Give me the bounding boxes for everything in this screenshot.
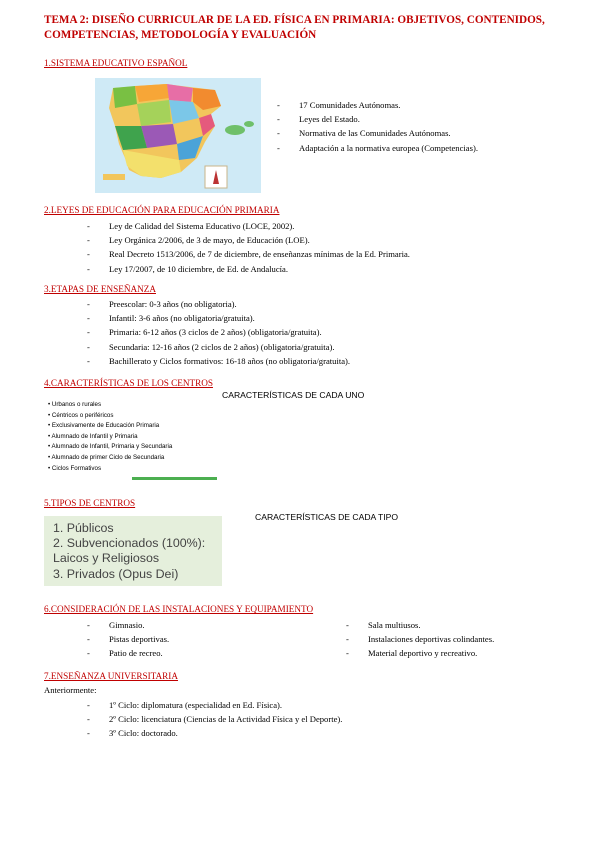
center-type-line: 3. Privados (Opus Dei)	[53, 566, 179, 581]
list-item: - 1º Ciclo: diplomatura (especialidad en Ed. Física).	[87, 698, 342, 712]
list-item: - Pistas deportivas.	[87, 632, 169, 646]
list-item: • Alumnado de Infantil y Primaria	[48, 432, 217, 443]
center-type-line: 2. Subvencionados (100%):	[53, 536, 206, 551]
list-item: - Ley 17/2007, de 10 diciembre, de Ed. de Andalucía.	[87, 262, 410, 276]
list-item: - Infantil: 3-6 años (no obligatoria/gratuita).	[87, 311, 350, 325]
list-item: - Ley de Calidad del Sistema Educativo (LOCE, 2002).	[87, 219, 410, 233]
section-4-caption: CARACTERÍSTICAS DE CADA UNO	[222, 390, 365, 400]
section-2-list	[87, 219, 410, 276]
list-item: • Ciclos Formativos	[48, 464, 217, 475]
list-item: • Alumnado de Infantil, Primaria y Secundaria	[48, 442, 217, 453]
section-1-heading: 1.SISTEMA EDUCATIVO ESPAÑOL	[44, 58, 188, 68]
list-item: - 17 Comunidades Autónomas.	[277, 98, 478, 112]
section-7-list	[87, 698, 342, 741]
center-type-line: Laicos y Religiosos	[53, 551, 160, 566]
section-7-intro: Anteriormente:	[44, 685, 97, 695]
list-item: • Alumnado de primer Ciclo de Secundaria	[48, 453, 217, 464]
list-item: - Instalaciones deportivas colindantes.	[346, 632, 494, 646]
section-5-caption: CARACTERÍSTICAS DE CADA TIPO	[255, 512, 399, 522]
center-type-line: 1. Públicos	[53, 521, 114, 535]
list-item: - 2º Ciclo: licenciatura (Ciencias de la Actividad Física y el Deporte).	[87, 712, 342, 726]
list-item: - Sala multiusos.	[346, 618, 494, 632]
section-3-list	[87, 297, 350, 368]
list-item: - Bachillerato y Ciclos formativos: 16-18 años (no obligatoria/gratuita).	[87, 354, 350, 368]
page-title: TEMA 2: DISEÑO CURRICULAR DE LA ED. FÍSICA EN PRIMARIA: OBJETIVOS, CONTENIDOS, COMPETENCIAS, METODOLOGÍA Y EVALUACIÓN	[44, 14, 545, 41]
section-6-left-list	[87, 618, 169, 661]
section-5-heading: 5.TIPOS DE CENTROS	[44, 498, 136, 508]
section-6-right-list	[346, 618, 494, 661]
list-item: - Gimnasio.	[87, 618, 169, 632]
section-6-heading: 6.CONSIDERACIÓN DE LAS INSTALACIONES Y EQUIPAMIENTO	[44, 604, 314, 614]
accent-bar	[132, 477, 217, 480]
section-4-heading: 4.CARACTERÍSTICAS DE LOS CENTROS	[44, 378, 213, 388]
centers-features-box	[44, 396, 217, 480]
list-item: - Adaptación a la normativa europea (Competencias).	[277, 141, 478, 155]
list-item: - Normativa de las Comunidades Autónomas.	[277, 126, 478, 140]
section-7-heading: 7.ENSEÑANZA UNIVERSITARIA	[44, 671, 179, 681]
list-item: - Real Decreto 1513/2006, de 7 de diciembre, de enseñanzas mínimas de la Ed. Primaria.	[87, 247, 410, 261]
center-types-box	[44, 516, 222, 586]
list-item: - Preescolar: 0-3 años (no obligatoria).	[87, 297, 350, 311]
list-item: - 3º Ciclo: doctorado.	[87, 726, 342, 740]
section-2-heading: 2.LEYES DE EDUCACIÓN PARA EDUCACIÓN PRIMARIA	[44, 205, 280, 215]
list-item: - Leyes del Estado.	[277, 112, 478, 126]
spain-regions-map-icon	[95, 78, 261, 193]
list-item: • Céntricos o periféricos	[48, 411, 217, 422]
list-item: - Primaria: 6-12 años (3 ciclos de 2 años) (obligatoria/gratuita).	[87, 325, 350, 339]
list-item: - Patio de recreo.	[87, 646, 169, 660]
list-item: • Urbanos o rurales	[48, 400, 217, 411]
list-item: • Exclusivamente de Educación Primaria	[48, 421, 217, 432]
section-1-list	[277, 98, 478, 155]
list-item: - Ley Orgánica 2/2006, de 3 de mayo, de Educación (LOE).	[87, 233, 410, 247]
section-3-heading: 3.ETAPAS DE ENSEÑANZA	[44, 284, 156, 294]
list-item: - Secundaria: 12-16 años (2 ciclos de 2 años) (obligatoria/gratuita).	[87, 340, 350, 354]
list-item: - Material deportivo y recreativo.	[346, 646, 494, 660]
